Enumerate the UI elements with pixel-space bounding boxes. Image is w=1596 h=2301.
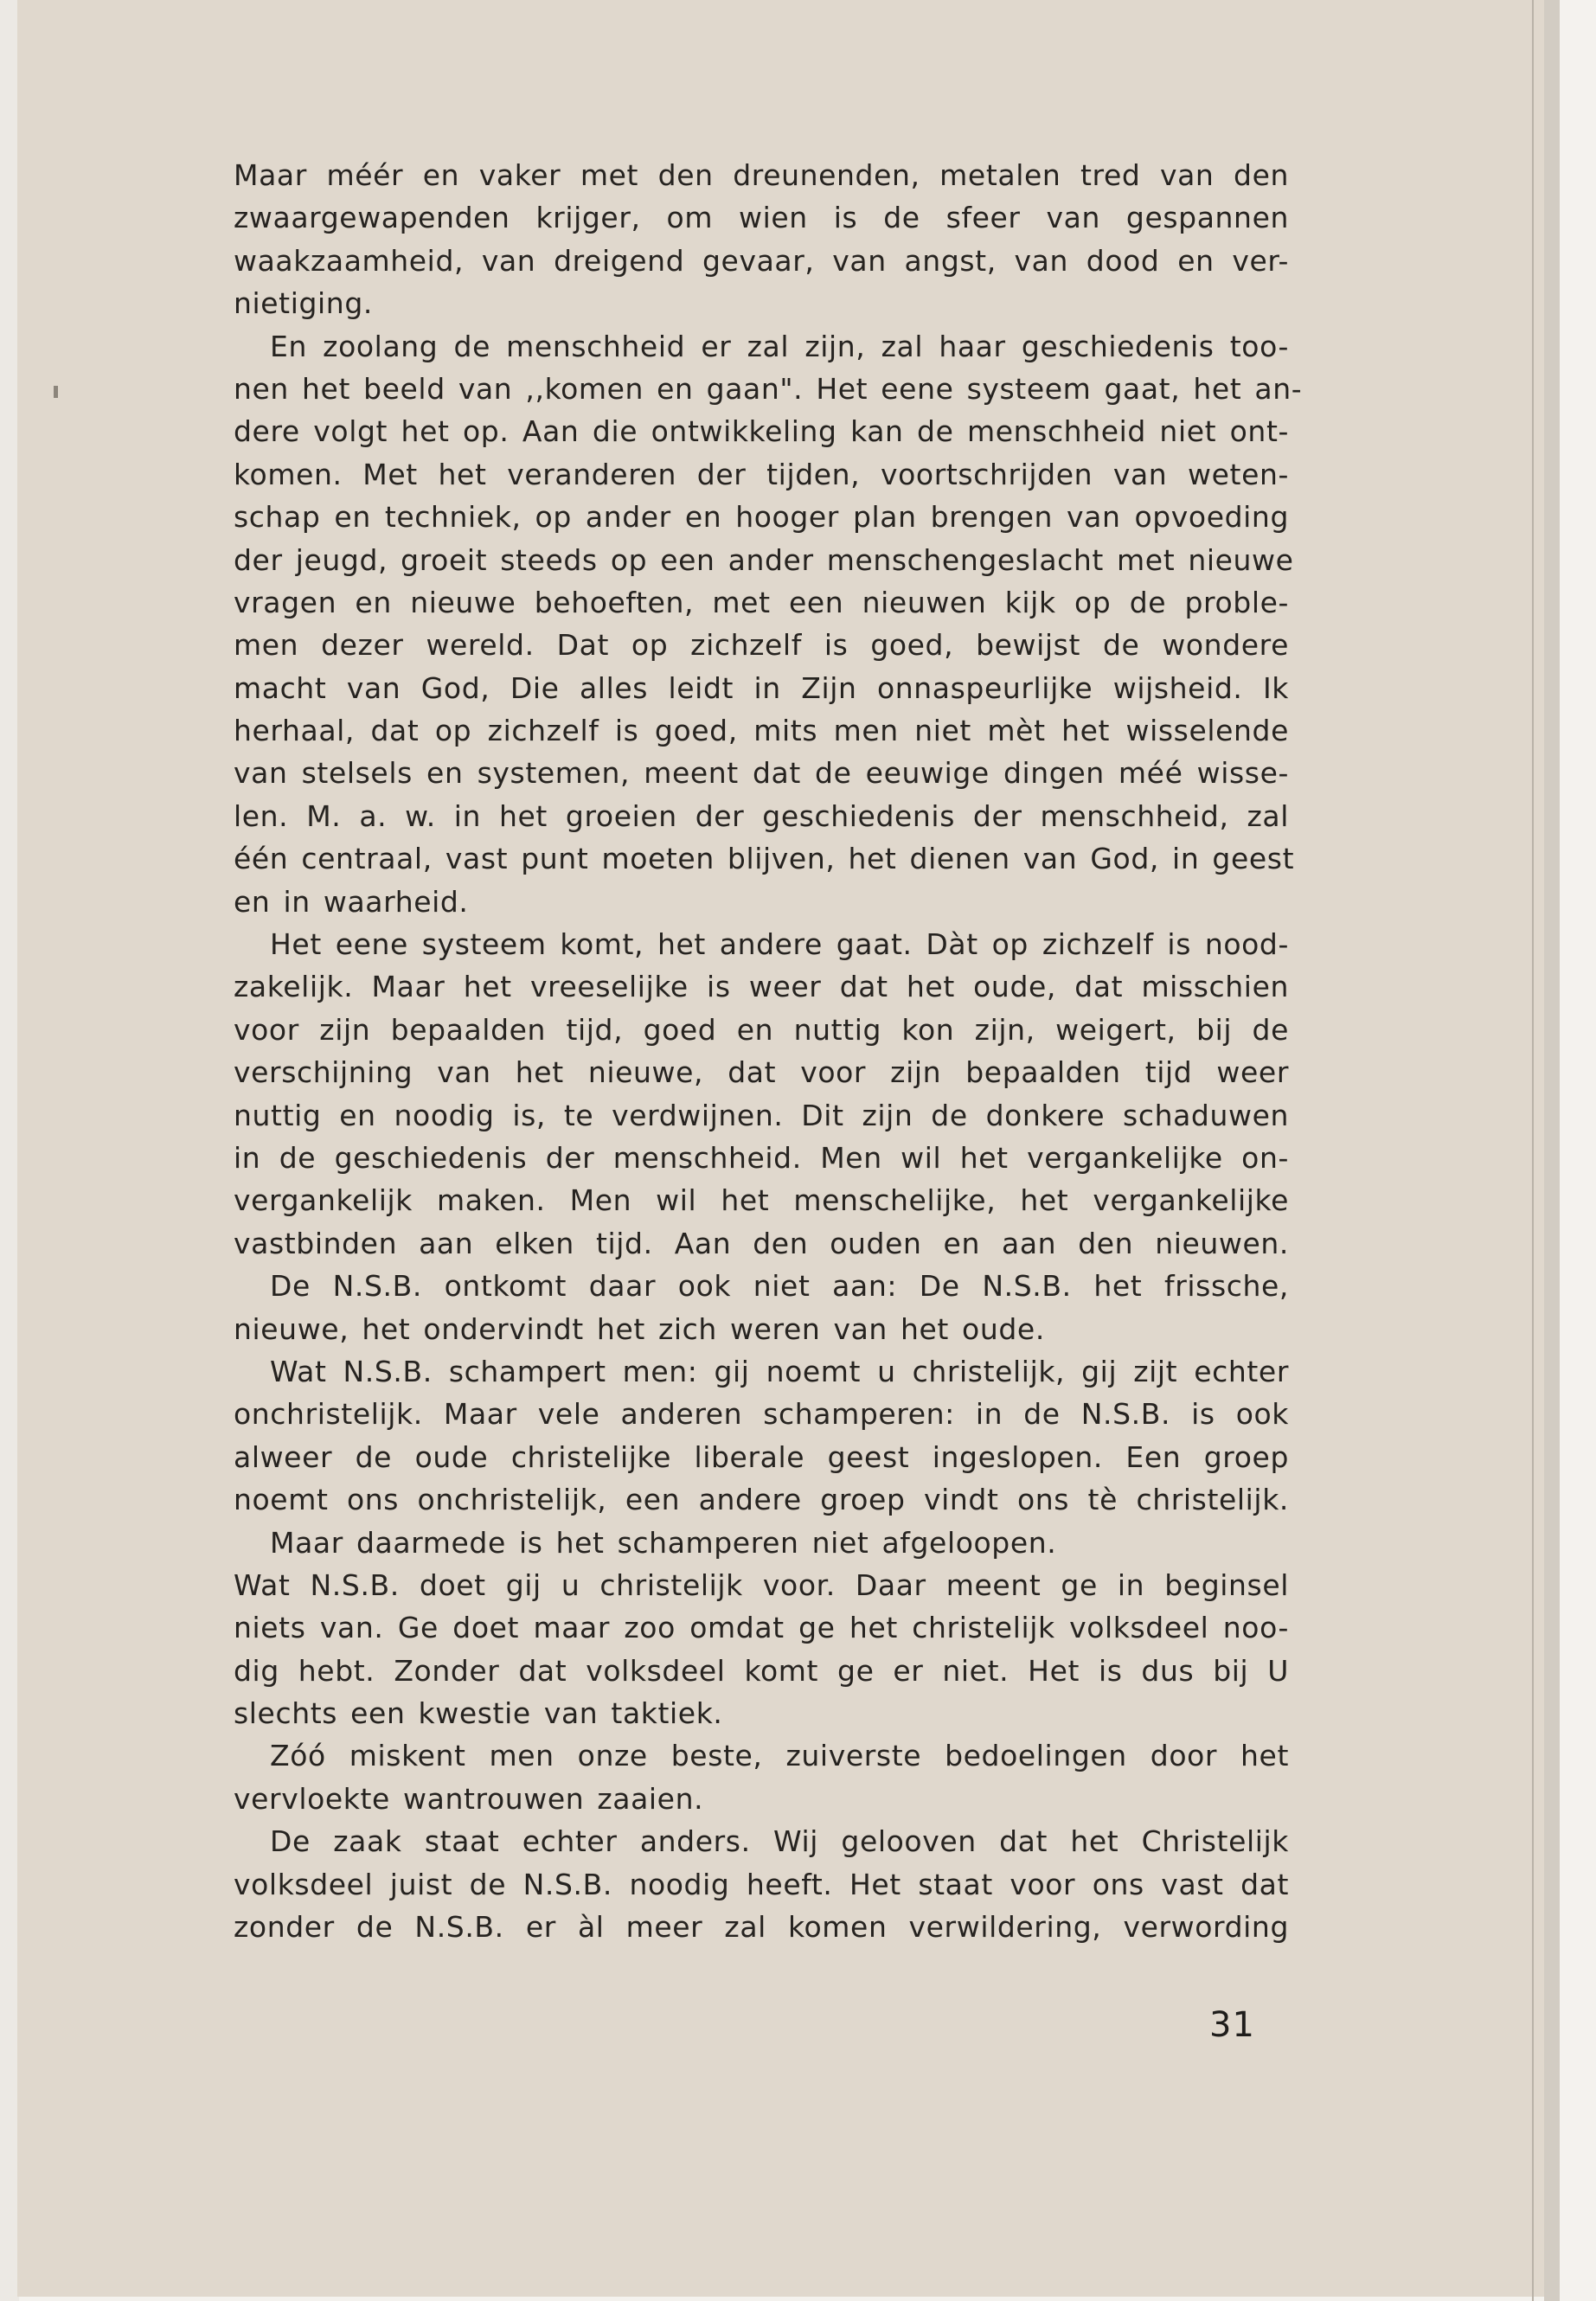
text-line: nietiging.: [234, 286, 373, 321]
text-line: Wat N.S.B. schampert men: gij noemt u christelijk, gij zijt echter: [270, 1354, 1289, 1388]
text-line: Het eene systeem komt, het andere gaat. Dàt op zichzelf is nood-: [270, 927, 1289, 962]
text-line: dere volgt het op. Aan die ontwikkeling kan de menschheid niet ont-: [234, 414, 1289, 449]
text-line: macht van God, Die alles leidt in Zijn onnaspeurlijke wijsheid. Ik: [234, 670, 1289, 705]
text-line: zonder de N.S.B. er àl meer zal komen verwildering, verwording: [234, 1910, 1289, 1945]
text-line: De N.S.B. ontkomt daar ook niet aan: De N.S.B. het frissche,: [270, 1269, 1289, 1304]
text-line: volksdeel juist de N.S.B. noodig heeft. Het staat voor ons vast dat: [234, 1867, 1289, 1901]
page-edge-line: [1532, 0, 1534, 2301]
text-line: verschijning van het nieuwe, dat voor zijn bepaalden tijd weer: [234, 1055, 1289, 1090]
text-line: in de geschiedenis der menschheid. Men wil het vergankelijke on-: [234, 1140, 1289, 1175]
text-line: waakzaamheid, van dreigend gevaar, van angst, van dood en ver-: [234, 243, 1289, 278]
text-line: Zóó miskent men onze beste, zuiverste bedoelingen door het: [270, 1739, 1289, 1773]
text-line: van stelsels en systemen, meent dat de eeuwige dingen méé wisse-: [234, 756, 1289, 791]
text-line: nen het beeld van ,,komen en gaan". Het eene systeem gaat, het an-: [234, 371, 1303, 406]
text-line: niets van. Ge doet maar zoo omdat ge het christelijk volksdeel noo-: [234, 1611, 1289, 1645]
text-line: komen. Met het veranderen der tijden, voortschrijden van weten-: [234, 457, 1289, 491]
text-line: len. M. a. w. in het groeien der geschiedenis der menschheid, zal: [234, 798, 1289, 833]
scan-right-edge: [1544, 0, 1560, 2301]
text-line: slechts een kwestie van taktiek.: [234, 1696, 723, 1731]
text-line: vergankelijk maken. Men wil het menschelijke, het vergankelijke: [234, 1183, 1289, 1218]
text-line: zakelijk. Maar het vreeselijke is weer dat het oude, dat misschien: [234, 970, 1289, 1004]
text-line: En zoolang de menschheid er zal zijn, zal haar geschiedenis too-: [270, 329, 1289, 363]
margin-mark: [54, 386, 58, 398]
text-line: schap en techniek, op ander en hooger plan brengen van opvoeding: [234, 500, 1289, 535]
text-line: Maar daarmede is het schamperen niet afgeloopen.: [270, 1525, 1057, 1560]
scan-left-margin: [0, 0, 19, 2301]
text-line: voor zijn bepaalden tijd, goed en nuttig kon zijn, weigert, bij de: [234, 1012, 1289, 1047]
text-line: der jeugd, groeit steeds op een ander menschengeslacht met nieuwe: [234, 542, 1294, 577]
text-line: Wat N.S.B. doet gij u christelijk voor. Daar meent ge in beginsel: [234, 1567, 1289, 1602]
page-number: 31: [1209, 2005, 1255, 2045]
text-line: zwaargewapenden krijger, om wien is de sfeer van gespannen: [234, 201, 1289, 235]
text-line: vastbinden aan elken tijd. Aan den ouden en aan den nieuwen.: [234, 1226, 1289, 1260]
text-line: noemt ons onchristelijk, een andere groep vindt ons tè christelijk.: [234, 1483, 1289, 1517]
text-line: De zaak staat echter anders. Wij gelooven dat het Christelijk: [270, 1824, 1289, 1859]
text-line: Maar méér en vaker met den dreunenden, metalen tred van den: [234, 158, 1289, 192]
text-line: en in waarheid.: [234, 884, 469, 919]
text-line: vervloekte wantrouwen zaaien.: [234, 1781, 704, 1816]
text-line: vragen en nieuwe behoeften, met een nieuwen kijk op de proble-: [234, 585, 1289, 619]
text-line: men dezer wereld. Dat op zichzelf is goed, bewijst de wondere: [234, 628, 1289, 663]
text-line: onchristelijk. Maar vele anderen schamperen: in de N.S.B. is ook: [234, 1397, 1289, 1432]
text-line: één centraal, vast punt moeten blijven, het dienen van God, in geest: [234, 842, 1295, 876]
text-line: herhaal, dat op zichzelf is goed, mits men niet mèt het wisselende: [234, 714, 1289, 748]
text-line: dig hebt. Zonder dat volksdeel komt ge er niet. Het is dus bij U: [234, 1653, 1289, 1688]
text-line: nuttig en noodig is, te verdwijnen. Dit zijn de donkere schaduwen: [234, 1098, 1289, 1132]
text-line: nieuwe, het ondervindt het zich weren van het oude.: [234, 1311, 1045, 1346]
text-line: alweer de oude christelijke liberale geest ingeslopen. Een groep: [234, 1439, 1289, 1474]
book-page: [17, 0, 1544, 2297]
page-body-text: [234, 154, 1303, 1948]
